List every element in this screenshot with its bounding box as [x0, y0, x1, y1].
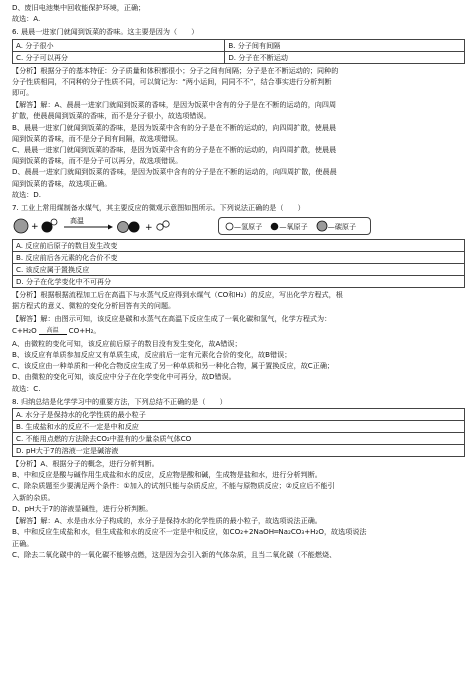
- option-d: D. 分子在化学变化中不可再分: [12, 276, 465, 288]
- answer-line: 【解答】解：由图示可知，该反应是碳和水蒸气在高温下反应生成了一氧化碳和氢气，化学方程式为：: [12, 313, 332, 323]
- answer-line: C、该反应由一种单质和一种化合物反应生成了另一种单质和另一种化合物，属于置换反应，故C正确；: [12, 361, 335, 371]
- answer-line: C、除去二氧化碳中的一氧化碳不能够点燃，这是因为会引入新的气体杂质，且当二氧化碳（不能燃烧、: [12, 549, 337, 559]
- option-c: C. 分子可以再分: [13, 51, 225, 63]
- answer-line: B、该反应有单质参加反应又有单质生成，反应前后一定有元素化合价的变化，故B错误；: [12, 350, 292, 360]
- hydrogen-atom: [157, 224, 163, 230]
- question-6-stem: 6. 晨晨一进家门就闻到饭菜的香味。这主要是因为（ ）: [12, 27, 199, 37]
- question-7-options: [12, 239, 465, 288]
- question-8-stem: 8. 归纳总结是化学学习中的重要方法，下列总结不正确的是（ ）: [12, 396, 227, 406]
- question-8-analysis: [12, 458, 465, 514]
- option-d: D. pH大于7的溶液一定是碱溶液: [12, 445, 465, 457]
- analysis-line: B、中和反应是酸与碱作用生成盐和水的反应，反应物是酸和碱，生成物是盐和水，进行分析判断。: [12, 470, 322, 480]
- answer-line: 闻到饭菜的香味，而不是分子可以再分，故选项错误。: [12, 156, 183, 166]
- analysis-line: D、pH大于7的溶液显碱性，进行分析判断。: [12, 503, 153, 513]
- plus-sign: +: [31, 222, 39, 233]
- analysis-line: 分子性质相同，不同种的分子性质不同，可以简记为：“两小运间，同同不不”，结合事实进行分析判断: [12, 76, 332, 86]
- answer-line: 故选：A.: [12, 14, 41, 24]
- option-b: B. 生成盐和水的反应不一定是中和反应: [12, 421, 465, 433]
- answer-line: 闻到饭菜的香味，故选项正确。: [12, 178, 112, 188]
- analysis-line: 【分析】根据根据流程加工后在高温下与水蒸气反应得到水煤气（CO和H₂）的反应，写出化学方程式，根: [12, 290, 343, 300]
- reaction-svg: [12, 215, 202, 237]
- chemical-equation: [12, 324, 465, 338]
- hydrogen-atom: [163, 221, 169, 227]
- answer-line: 扩散，使晨晨闻到饭菜的香味，而不是分子很小，故选项错误。: [12, 111, 211, 121]
- answer-line: 【解答】解：A、晨晨一进家门就闻到饭菜的香味，是因为饭菜中含有的分子是在不断的运动的，向四周: [12, 100, 337, 110]
- carbon-atom: [118, 222, 129, 233]
- arrow-head: [108, 225, 113, 230]
- analysis-line: 【分析】A、根据分子的概念，进行分析判断。: [12, 459, 159, 469]
- answer-line: 闻到饭菜的香味，而不是分子间有间隔，故选项错误。: [12, 133, 183, 143]
- answer-line: D、晨晨一进家门就闻到饭菜的香味，是因为饭菜中含有的分子是在不断的运动的，向四周扩散，使晨晨: [12, 167, 337, 177]
- reaction-condition: 高温: [70, 217, 84, 226]
- analysis-line: 即可。: [12, 88, 34, 98]
- equation-right: CO+H₂。: [68, 326, 101, 336]
- reaction-diagram: [12, 215, 465, 237]
- question-8-answer: [12, 515, 465, 560]
- analysis-line: C、除杂质题至少要满足两个条件：①加入的试剂只能与杂质反应，不能与原物质反应；②反应后不能引: [12, 481, 335, 491]
- option-a: A. 分子很小: [13, 39, 225, 51]
- equation-condition: 高温: [39, 327, 67, 335]
- legend-hydrogen: —氢原子: [225, 221, 262, 232]
- hydrogen-atom: [51, 219, 57, 225]
- answer-line: C、晨晨一进家门就闻到饭菜的香味，是因为饭菜中含有的分子是在不断的运动的，向四周扩散，使晨晨: [12, 145, 337, 155]
- atom-legend: [218, 217, 371, 235]
- answer-line: B、中和反应生成盐和水，但生成盐和水的反应不一定是中和反应，如CO₂+2NaOH═Na₂CO₃+H₂O，故选项说法: [12, 527, 367, 537]
- option-a: A. 水分子是保持水的化学性质的最小粒子: [12, 408, 465, 421]
- answer-line: D、由微粒的变化可知，该反应中分子在化学变化中可再分，故D错误。: [12, 372, 236, 382]
- question-7-answer: [12, 313, 465, 394]
- plus-sign: +: [145, 223, 153, 234]
- answer-line: 故选：C.: [12, 383, 41, 393]
- oxygen-atom: [129, 222, 140, 233]
- question-7-analysis: [12, 289, 465, 311]
- option-a: A. 反应前后原子的数目发生改变: [12, 239, 465, 252]
- equation-left: C+H₂O: [12, 326, 37, 336]
- option-b: B. 反应前后各元素的化合价不变: [12, 252, 465, 264]
- answer-line: 故选：D.: [12, 189, 41, 199]
- option-c: C. 该反应属于置换反应: [12, 264, 465, 276]
- option-b: B. 分子间有间隔: [225, 39, 465, 51]
- option-d: D. 分子在不断运动: [225, 51, 465, 63]
- text-line: D、废旧电池集中回收能保护环境，正确；: [12, 3, 146, 12]
- question-8-options: [12, 408, 465, 457]
- answer-line: 【解答】解：A、水是由水分子构成的，水分子是保持水的化学性质的最小粒子，故选项说法正确。: [12, 516, 322, 526]
- option-c: C. 不能用点燃的方法除去CO₂中混有的少量杂质气体CO: [12, 433, 465, 445]
- question-6-options: [12, 39, 465, 64]
- answer-line: B、晨晨一进家门就闻到饭菜的香味，是因为饭菜中含有的分子是在不断的运动的，向四周扩散，使晨晨: [12, 122, 337, 132]
- analysis-line: 据方程式的意义、微粒的变化分析回答有关的问题。: [12, 301, 176, 311]
- answer-line: A、由微粒的变化可知，该反应前后原子的数目没有发生变化，故A错误；: [12, 338, 242, 348]
- question-6-analysis: [12, 65, 465, 99]
- answer-line: 正确。: [12, 538, 34, 548]
- analysis-line: 入新的杂质。: [12, 492, 55, 502]
- legend-carbon: —碳原子: [316, 220, 356, 232]
- legend-oxygen: —氧原子: [270, 221, 307, 232]
- analysis-line: 【分析】根据分子的基本特征：分子质量和体积都很小；分子之间有间隔；分子是在不断运动的；同种的: [12, 65, 339, 75]
- question-6-answer: [12, 99, 465, 200]
- question-7-stem: 7. 工业上常用煤制备水煤气，其主要反应的微观示意图如图所示。下列说法正确的是（ ）: [12, 203, 305, 213]
- carbon-atom: [14, 219, 28, 233]
